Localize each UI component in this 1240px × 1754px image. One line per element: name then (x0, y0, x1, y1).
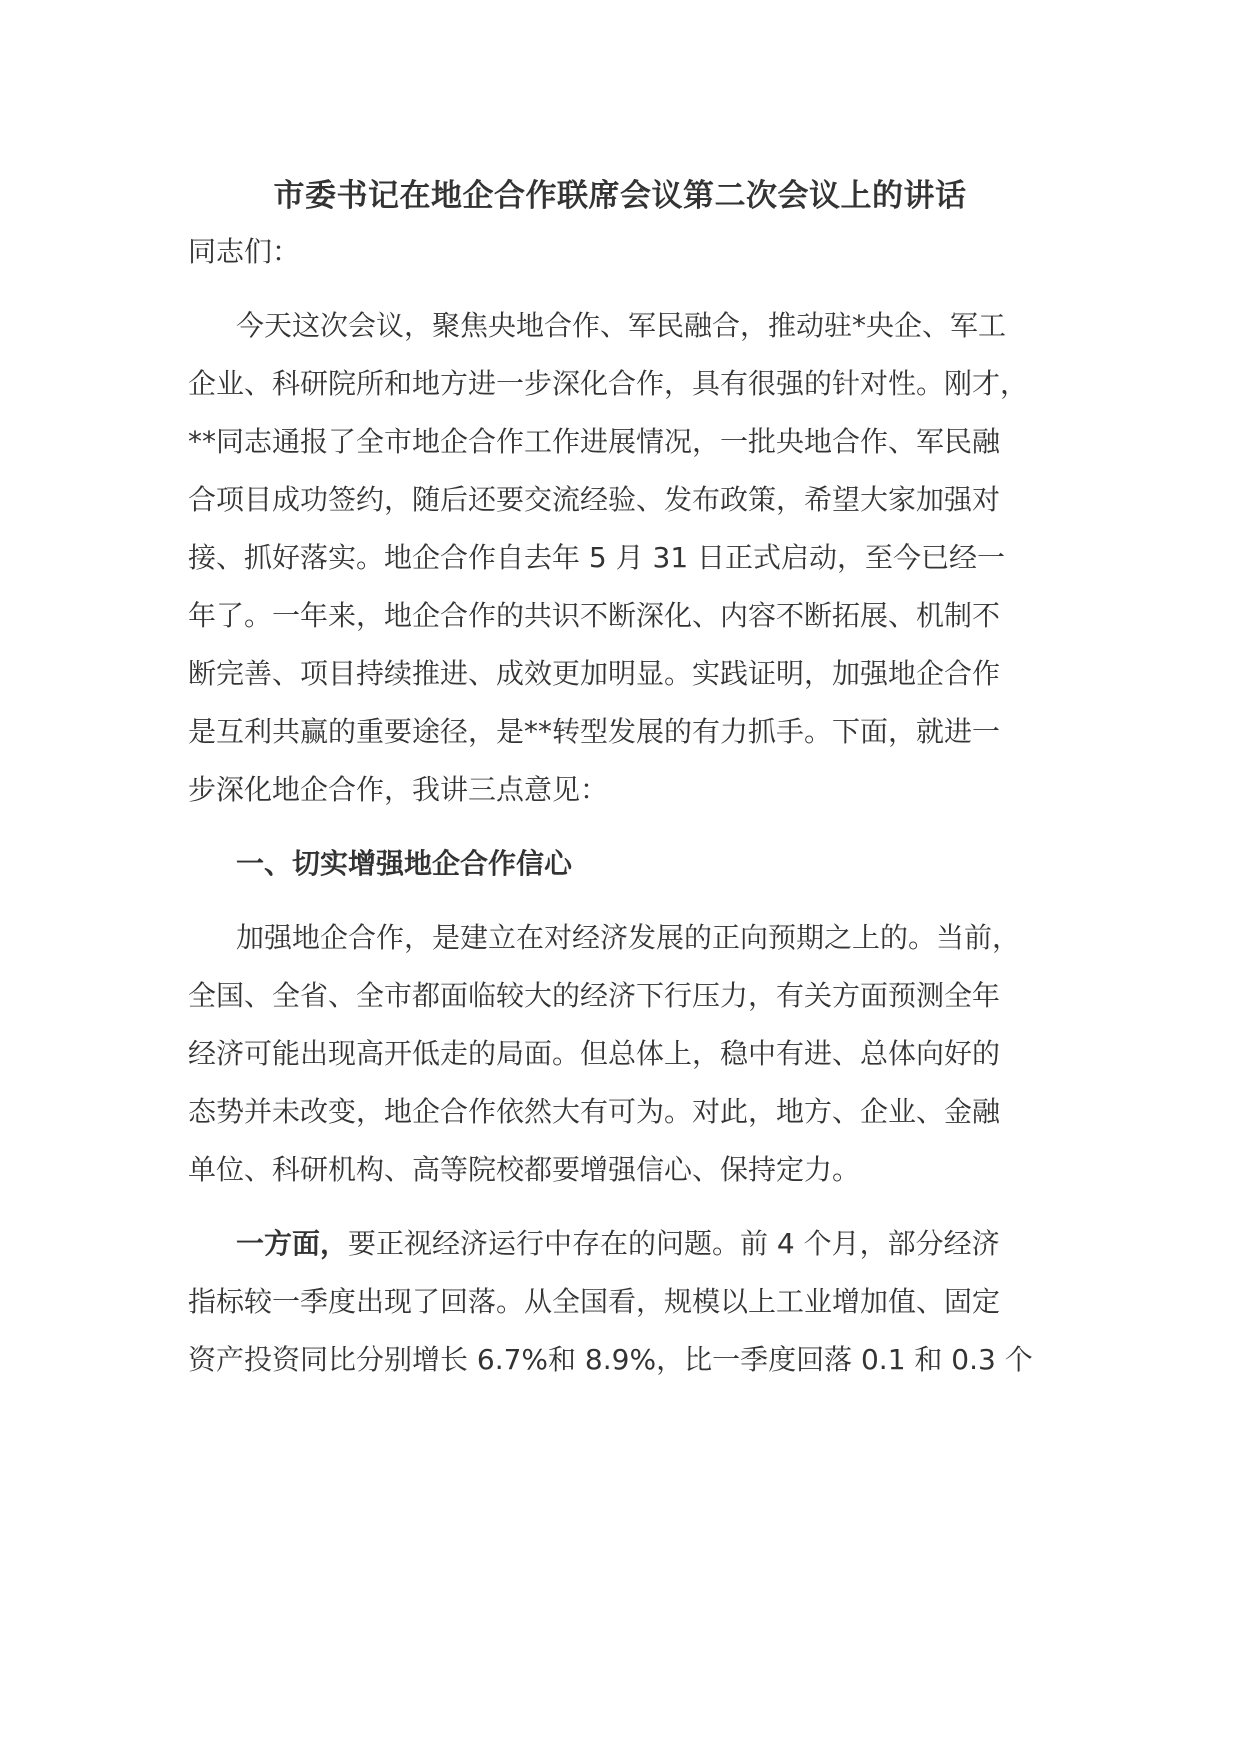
paragraph-line-text: 要正视经济运行中存在的问题。前 4 个月，部分经济 (348, 1227, 1000, 1260)
paragraph-line: 态势并未改变，地企合作依然大有可为。对此，地方、企业、金融 (188, 1095, 1001, 1128)
paragraph-line: 今天这次会议，聚焦央地合作、军民融合，推动驻*央企、军工 (236, 309, 1007, 342)
paragraph-line: 合项目成功签约，随后还要交流经验、发布政策，希望大家加强对 (188, 483, 1001, 516)
paragraph-line: 断完善、项目持续推进、成效更加明显。实践证明，加强地企合作 (188, 657, 1001, 690)
document-title: 市委书记在地企合作联席会议第二次会议上的讲话 (273, 178, 967, 214)
salutation: 同志们： (188, 235, 301, 268)
paragraph-line (236, 1224, 1000, 1264)
paragraph-line: 接、抓好落实。地企合作自去年 5 月 31 日正式启动，至今已经一 (188, 541, 1006, 574)
paragraph-line: 指标较一季度出现了回落。从全国看，规模以上工业增加值、固定 (188, 1285, 1001, 1318)
paragraph-line: 年了。一年来，地企合作的共识不断深化、内容不断拓展、机制不 (188, 599, 1001, 632)
paragraph-line: 经济可能出现高开低走的局面。但总体上，稳中有进、总体向好的 (188, 1037, 1001, 1070)
paragraph-lead-bold: 一方面， (236, 1227, 349, 1260)
paragraph-line: 单位、科研机构、高等院校都要增强信心、保持定力。 (188, 1153, 861, 1186)
paragraph-line: 步深化地企合作，我讲三点意见： (188, 773, 609, 806)
section-heading-1: 一、切实增强地企合作信心 (236, 847, 573, 880)
paragraph-line: 是互利共赢的重要途径，是**转型发展的有力抓手。下面，就进一 (188, 715, 1001, 748)
paragraph-line: 资产投资同比分别增长 6.7%和 8.9%，比一季度回落 0.1 和 0.3 个 (188, 1343, 1033, 1376)
paragraph-line: 企业、科研院所和地方进一步深化合作，具有很强的针对性。刚才， (188, 367, 1029, 400)
paragraph-line: 全国、全省、全市都面临较大的经济下行压力，有关方面预测全年 (188, 979, 1001, 1012)
paragraph-line: **同志通报了全市地企合作工作进展情况，一批央地合作、军民融 (188, 425, 1001, 458)
paragraph-line: 加强地企合作，是建立在对经济发展的正向预期之上的。当前， (236, 921, 1021, 954)
